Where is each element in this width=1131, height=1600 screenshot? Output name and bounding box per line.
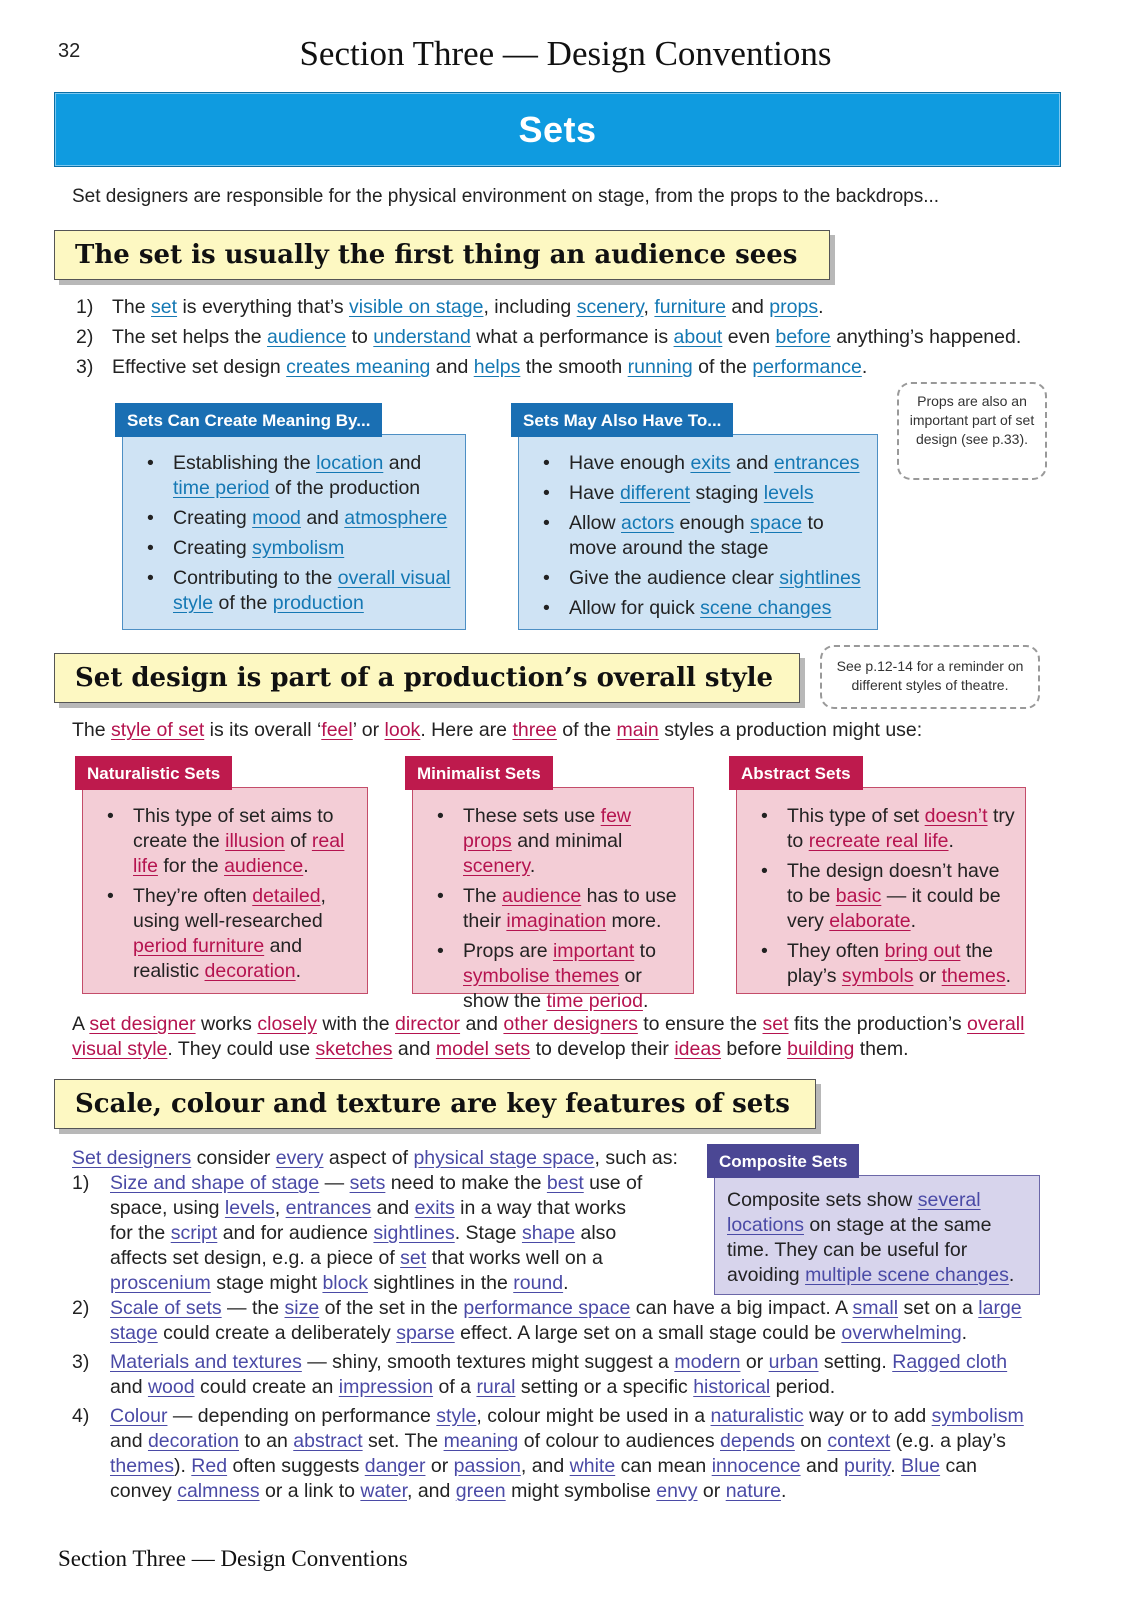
key-term: themes [110, 1455, 174, 1477]
key-term: look [384, 719, 421, 741]
key-term: creates meaning [286, 356, 431, 378]
heading-scale-colour: Scale, colour and texture are key features of sets [54, 1079, 816, 1129]
key-term: size [284, 1297, 320, 1319]
key-term: multiple scene changes [805, 1264, 1009, 1286]
box-naturalistic-list [83, 788, 367, 984]
key-term: several locations [727, 1189, 981, 1236]
list-text: The set helps the audience to understand what a performance is about even before anything’s happened. [112, 326, 1022, 348]
key-term: performance space [463, 1297, 631, 1319]
box-also-have-to-title: Sets May Also Have To... [511, 403, 733, 437]
key-term: time period [173, 477, 270, 499]
list-item: • Give the audience clear sightlines [531, 566, 867, 591]
scale-intro: Set designers consider every aspect of physical stage space, such as: [72, 1147, 678, 1169]
key-term: naturalistic [710, 1405, 804, 1427]
key-term: impression [338, 1376, 434, 1398]
list-item: • Props are important to symbolise themes or show the time period. [425, 939, 683, 1014]
key-term: sightlines [373, 1222, 455, 1244]
key-term: helps [473, 356, 521, 378]
list-number: 1) [72, 1172, 90, 1194]
box-abstract [736, 763, 1026, 994]
key-term: main [616, 719, 659, 741]
list-item: • These sets use few props and minimal scenery. [425, 804, 683, 879]
list-item [76, 292, 1021, 322]
key-term: meaning [443, 1430, 519, 1452]
key-term: shape [521, 1222, 576, 1244]
key-term: white [569, 1455, 616, 1477]
key-term: basic [835, 885, 882, 907]
key-term: three [512, 719, 557, 741]
key-term: ideas [674, 1038, 721, 1060]
list-item: • Contributing to the overall visual style of the production [135, 566, 455, 616]
key-term: every [275, 1147, 324, 1169]
key-term: overwhelming [841, 1322, 962, 1344]
key-term: symbolise themes [463, 965, 620, 987]
key-term: audience [502, 885, 582, 907]
key-term: audience [267, 326, 347, 348]
section-title: Section Three — Design Conventions [299, 34, 832, 73]
box-composite-text: Composite sets show several locations on stage at the same time. They can be useful for avoiding multiple scene changes. [727, 1189, 1015, 1286]
list-item: • The design doesn’t have to be basic — it could be very elaborate. [749, 859, 1015, 934]
key-term: context [827, 1430, 891, 1452]
key-term: bring out [884, 940, 961, 962]
key-term: Set designers [72, 1147, 192, 1169]
key-term: themes [941, 965, 1006, 987]
list-number: 4) [72, 1405, 90, 1427]
list-item: Scale of sets — the size of the set in the performance space can have a big impact. A small set on a large stage could create a deliberately sparse effect. A large set on a small stage could be overwhelming. [110, 1297, 1022, 1344]
key-term: Red [191, 1455, 228, 1477]
box-minimalist-title: Minimalist Sets [405, 756, 553, 790]
key-term: levels [763, 482, 814, 504]
list-item [76, 352, 1021, 382]
list-number: 3) [72, 1351, 90, 1373]
box-composite [714, 1151, 1040, 1295]
key-term: danger [364, 1455, 426, 1477]
key-term: set [151, 296, 178, 318]
key-term: historical [693, 1376, 771, 1398]
key-term: important [552, 940, 635, 962]
list-number: 1) [76, 296, 94, 318]
box-abstract-list [737, 788, 1025, 989]
list-item: Materials and textures — shiny, smooth textures might suggest a modern or urban setting. Ragged cloth and wood could create an impression of a rural setting or a specific historical period. [110, 1351, 1008, 1398]
key-term: scenery [463, 855, 530, 877]
key-term: proscenium [110, 1272, 211, 1294]
heading-overall-style: Set design is part of a production’s overall style [54, 653, 800, 703]
key-term: overall visual style [173, 567, 451, 614]
list-item: • They often bring out the play’s symbols or themes. [749, 939, 1015, 989]
heading-first-thing: The set is usually the first thing an audience sees [54, 230, 830, 280]
key-term: audience [224, 855, 304, 877]
key-term: feel [321, 719, 353, 741]
key-term: building [787, 1038, 855, 1060]
key-term: rural [476, 1376, 516, 1398]
key-term: atmosphere [344, 507, 448, 529]
key-term: best [546, 1172, 584, 1194]
list-item: • Allow actors enough space to move around the stage [531, 511, 867, 561]
key-term: script [170, 1222, 218, 1244]
key-term: round [513, 1272, 564, 1294]
key-term: model sets [435, 1038, 531, 1060]
key-term: block [322, 1272, 368, 1294]
key-term: abstract [293, 1430, 363, 1452]
key-term: real life [133, 830, 345, 877]
key-term: visible on stage [349, 296, 484, 318]
key-term: understand [373, 326, 471, 348]
box-create-meaning [122, 410, 466, 630]
box-composite-title: Composite Sets [707, 1144, 859, 1178]
banner-title: Sets [518, 108, 597, 150]
box-minimalist-list [413, 788, 693, 1014]
key-term: sets [349, 1172, 386, 1194]
key-term: large stage [110, 1297, 1022, 1344]
key-term: production [272, 592, 364, 614]
key-term: few props [463, 805, 632, 852]
list-set-basics [76, 292, 1021, 382]
key-term: closely [257, 1013, 317, 1035]
key-term: water [360, 1480, 407, 1502]
key-term: depends [720, 1430, 795, 1452]
key-term: nature [725, 1480, 781, 1502]
key-term: sketches [315, 1038, 393, 1060]
box-naturalistic [82, 763, 368, 994]
key-term: other designers [503, 1013, 638, 1035]
key-term: symbolism [252, 537, 345, 559]
box-create-meaning-title: Sets Can Create Meaning By... [115, 403, 382, 437]
key-term: period furniture [133, 935, 265, 957]
key-term: decoration [204, 960, 296, 982]
key-term: set designer [89, 1013, 196, 1035]
list-item [76, 322, 1021, 352]
list-item: • Creating symbolism [135, 536, 455, 561]
key-term: scenery [576, 296, 644, 318]
list-item: • The audience has to use their imagination more. [425, 884, 683, 934]
box-abstract-title: Abstract Sets [729, 756, 863, 790]
style-intro: The style of set is its overall ‘feel’ or look. Here are three of the main styles a production might use: [72, 719, 923, 741]
list-number: 2) [76, 326, 94, 348]
key-term: passion [453, 1455, 521, 1477]
main-banner [54, 92, 1061, 167]
key-term: symbolism [931, 1405, 1024, 1427]
key-term: green [455, 1480, 506, 1502]
key-term: before [775, 326, 831, 348]
key-term: levels [224, 1197, 275, 1219]
key-term: set [400, 1247, 427, 1269]
key-term: imagination [506, 910, 607, 932]
list-text: Effective set design creates meaning and helps the smooth running of the performance. [112, 356, 868, 378]
box-also-have-to-list [519, 435, 877, 621]
box-create-meaning-list [123, 435, 465, 616]
key-term: mood [252, 507, 301, 529]
page-number: 32 [58, 40, 81, 62]
key-term: elaborate [829, 910, 911, 932]
key-term: entrances [285, 1197, 372, 1219]
key-term: innocence [711, 1455, 801, 1477]
list-text: The set is everything that’s visible on stage, including scenery, furniture and props. [112, 296, 824, 318]
box-minimalist [412, 763, 694, 1012]
key-term: entrances [773, 452, 860, 474]
box-naturalistic-title: Naturalistic Sets [75, 756, 232, 790]
key-term: recreate real life [808, 830, 949, 852]
list-item: • They’re often detailed, using well-researched period furniture and realistic decoration. [95, 884, 357, 984]
key-term: detailed [252, 885, 321, 907]
key-term: style of set [111, 719, 205, 741]
key-term: location [316, 452, 384, 474]
list-item: • Establishing the location and time period of the production [135, 451, 455, 501]
key-term: sparse [396, 1322, 455, 1344]
key-term: Blue [901, 1455, 941, 1477]
key-term: envy [656, 1480, 698, 1502]
key-term: sightlines [779, 567, 861, 589]
note-props: Props are also an important part of set design (see p.33). [897, 382, 1047, 480]
list-item: • Have different staging levels [531, 481, 867, 506]
list-item: • This type of set doesn’t try to recreate real life. [749, 804, 1015, 854]
key-term: about [673, 326, 723, 348]
key-term: different [619, 482, 691, 504]
key-term: physical stage space [413, 1147, 595, 1169]
list-item: Size and shape of stage — sets need to make the best use of space, using levels, entrances and exits in a way that works for the script and for audience sightlines. Stage shape also affects set design, e.g. a piece of set that works well on a proscenium stage might block sightlines in the round. [110, 1172, 643, 1294]
box-also-have-to [518, 410, 878, 630]
key-term: style [436, 1405, 477, 1427]
key-term: calmness [177, 1480, 260, 1502]
list-item: • This type of set aims to create the illusion of real life for the audience. [95, 804, 357, 879]
list-item: • Creating mood and atmosphere [135, 506, 455, 531]
list-item: • Have enough exits and entrances [531, 451, 867, 476]
key-term: running [627, 356, 693, 378]
key-term: small [852, 1297, 899, 1319]
key-term: decoration [147, 1430, 240, 1452]
designer-paragraph: A set designer works closely with the director and other designers to ensure the set fits the production’s overall visual style. They could use sketches and model sets to develop their ideas before building them. [72, 1013, 1025, 1060]
list-item: • Allow for quick scene changes [531, 596, 867, 621]
key-term: scene changes [700, 597, 832, 619]
list-item: Colour — depending on performance style, colour might be used in a naturalistic way or to add symbolism and decoration to an abstract set. The meaning of colour to audiences depends on context (e.g. a play’s themes). Red often suggests danger or passion, and white can mean innocence and purity. Blue can convey calmness or a link to water, and green might symbolise envy or nature. [110, 1405, 1024, 1502]
key-term: urban [768, 1351, 819, 1373]
footer-section-title: Section Three — Design Conventions [58, 1546, 408, 1571]
key-term: Size and shape of stage [110, 1172, 320, 1194]
list-number: 3) [76, 356, 94, 378]
key-term: set [762, 1013, 789, 1035]
key-term: illusion [225, 830, 285, 852]
key-term: wood [147, 1376, 195, 1398]
key-term: overall visual style [72, 1013, 1025, 1060]
key-term: Materials and textures [110, 1351, 302, 1373]
note-theatre-styles: See p.12-14 for a reminder on different styles of theatre. [820, 645, 1040, 709]
key-term: time period [546, 990, 643, 1012]
key-term: symbols [841, 965, 914, 987]
key-term: Ragged cloth [892, 1351, 1008, 1373]
key-term: Colour [110, 1405, 168, 1427]
key-term: performance [752, 356, 862, 378]
key-term: Scale of sets [110, 1297, 222, 1319]
key-term: purity [843, 1455, 891, 1477]
key-term: actors [621, 512, 675, 534]
list-number: 2) [72, 1297, 90, 1319]
key-term: modern [674, 1351, 741, 1373]
key-term: space [750, 512, 803, 534]
key-term: doesn’t [924, 805, 988, 827]
key-term: exits [690, 452, 731, 474]
key-term: furniture [654, 296, 726, 318]
key-term: director [395, 1013, 461, 1035]
intro-text: Set designers are responsible for the physical environment on stage, from the props to the backdrops... [72, 186, 940, 207]
key-term: props [769, 296, 819, 318]
key-term: exits [414, 1197, 455, 1219]
